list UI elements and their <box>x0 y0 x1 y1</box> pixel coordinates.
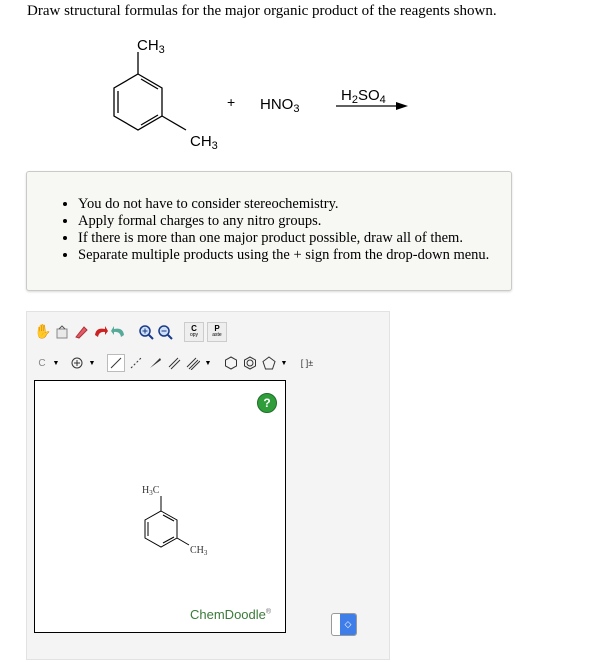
undo-icon[interactable] <box>92 324 108 340</box>
instruction-item: • You do not have to consider stereochemistry. <box>78 196 511 213</box>
nitric-acid-label: $HNO_3$ <box>260 96 300 115</box>
cyclopentane-icon[interactable] <box>261 355 277 371</box>
drawing-canvas[interactable] <box>34 380 286 633</box>
brand-mark: ® <box>265 608 272 616</box>
paste-label-bottom: aste <box>212 332 222 338</box>
zoom-out-icon[interactable] <box>157 324 173 340</box>
instructions-list <box>27 172 511 264</box>
eraser-icon[interactable] <box>73 324 89 340</box>
plus-sign: + <box>227 94 236 110</box>
dashed-bond-icon[interactable] <box>128 355 144 371</box>
instruction-item: • Apply formal charges to any nitro groups. <box>78 213 511 230</box>
paste-button[interactable] <box>207 322 227 342</box>
copy-label-bottom: opy <box>189 332 199 338</box>
zoom-in-icon[interactable] <box>138 324 154 340</box>
dropdown-arrow-icon[interactable]: ▼ <box>204 359 212 367</box>
instruction-item: • Separate multiple products using the + sign from the drop-down menu. <box>78 247 511 264</box>
methyl-label-top: $CH_3$ <box>137 37 165 56</box>
wedge-bond-icon[interactable] <box>147 355 163 371</box>
canvas-ch3-label: $CH_3$ <box>190 545 208 557</box>
lasso-icon[interactable] <box>54 324 70 340</box>
triple-bond-icon[interactable] <box>185 355 201 371</box>
instructions-box <box>26 171 512 291</box>
benzene-icon[interactable] <box>242 355 258 371</box>
copy-label-top: C <box>191 324 197 333</box>
toolbar-row-2 <box>35 354 320 372</box>
hand-icon[interactable]: ✋ <box>34 324 52 340</box>
help-button[interactable]: ? <box>257 393 277 413</box>
paste-label-top: P <box>214 324 220 333</box>
sulfuric-acid-label: $H_2SO_4$ <box>341 87 386 106</box>
double-bond-icon[interactable] <box>166 355 182 371</box>
chemdoodle-editor <box>26 311 390 660</box>
cyclohexane-icon[interactable] <box>223 355 239 371</box>
single-bond-icon[interactable] <box>107 354 125 372</box>
methyl-label-bottom: $CH_3$ <box>190 133 218 152</box>
atom-label-selector[interactable]: C <box>38 357 46 369</box>
reaction-scheme <box>90 28 430 158</box>
charge-plus-icon[interactable] <box>69 355 85 371</box>
canvas-molecule <box>35 381 285 632</box>
question-text: Draw structural formulas for the major organic product of the reagents shown. <box>27 3 497 19</box>
instruction-item: • If there is more than one major product possible, draw all of them. <box>78 230 511 247</box>
chemdoodle-logo <box>190 607 271 622</box>
benzene-ring <box>114 52 186 130</box>
selector-arrows-icon[interactable]: ◇ <box>340 614 356 635</box>
product-selector[interactable] <box>331 613 357 636</box>
redo-icon[interactable] <box>111 324 127 340</box>
bracket-charge-button[interactable]: [ ]± <box>300 358 314 368</box>
copy-button[interactable] <box>184 322 204 342</box>
canvas-h3c-label: $H_3C$ <box>142 485 160 497</box>
dropdown-arrow-icon[interactable]: ▼ <box>88 359 96 367</box>
dropdown-arrow-icon[interactable]: ▼ <box>280 359 288 367</box>
dropdown-arrow-icon[interactable]: ▼ <box>52 359 60 367</box>
brand-text: ChemDoodle <box>190 607 266 622</box>
toolbar-row-1 <box>35 322 230 342</box>
